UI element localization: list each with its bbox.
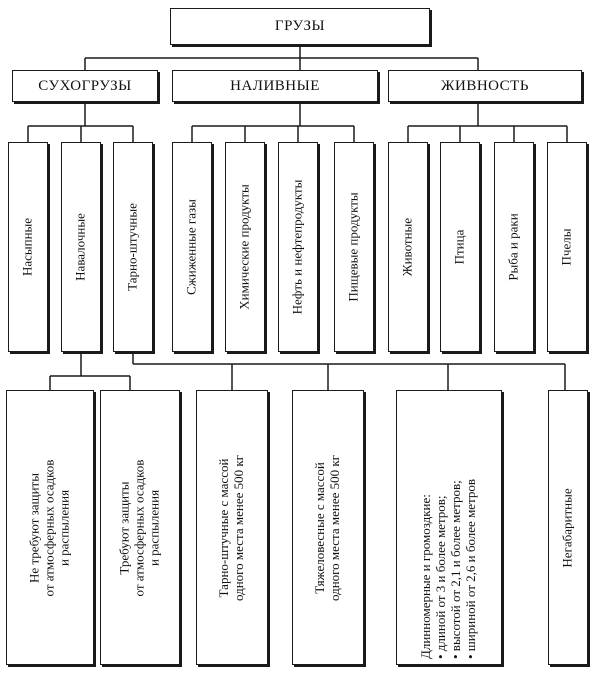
property-oversized-long (396, 390, 502, 665)
property-text: Длинномерные и громоздкие: • длиной от 3 и более метров; • высотой от 2,1 и более метров; • шириной от 2,6 и более метров (418, 478, 478, 659)
subtype-label: Нефть и нефтепродукты (289, 179, 305, 315)
root-node (170, 8, 430, 45)
subtype-label: Животные (399, 217, 415, 277)
subtype-bees (547, 142, 587, 352)
subtype-label: Рыба и раки (505, 213, 521, 281)
subtype-label: Насыпные (19, 217, 35, 277)
category-liquid-cargo (172, 70, 378, 102)
subtype-label: Птица (451, 229, 467, 265)
subtype-heaped (61, 142, 101, 352)
property-no-protection (6, 390, 94, 665)
category-label: НАЛИВНЫЕ (230, 77, 320, 94)
subtype-label: Тарно-штучные (124, 203, 140, 291)
category-label: ЖИВНОСТЬ (441, 77, 529, 94)
subtype-animals (388, 142, 428, 352)
property-out-of-gauge (548, 390, 588, 665)
property-text: Тарно-штучные с массой одного места менее 500 кг (216, 454, 246, 601)
property-light-packages (196, 390, 268, 665)
property-text: Не требуют защиты от атмосферных осадков и распыления (26, 459, 72, 596)
subtype-liquefied-gas (172, 142, 212, 352)
subtype-food-liquids (334, 142, 374, 352)
subtype-poultry (440, 142, 480, 352)
subtype-packaged (113, 142, 153, 352)
property-text: Тяжеловесные с массой одного места менее 500 кг (312, 454, 342, 601)
subtype-oil (278, 142, 318, 352)
subtype-label: Пчелы (558, 228, 574, 266)
property-needs-protection (100, 390, 180, 665)
subtype-label: Сжиженные газы (183, 199, 199, 295)
subtype-bulk (8, 142, 48, 352)
subtype-label: Химические продукты (236, 184, 252, 310)
category-dry-cargo (12, 70, 158, 102)
property-text: Требуют защиты от атмосферных осадков и распыления (116, 459, 162, 596)
property-heavy (292, 390, 364, 665)
subtype-label: Пищевые продукты (345, 192, 361, 302)
category-label: СУХОГРУЗЫ (38, 77, 132, 94)
subtype-label: Навалочные (72, 213, 88, 281)
root-label: ГРУЗЫ (274, 18, 326, 34)
property-text: Негабаритные (559, 487, 575, 568)
category-livestock (388, 70, 582, 102)
subtype-chemicals (225, 142, 265, 352)
subtype-fish (494, 142, 534, 352)
